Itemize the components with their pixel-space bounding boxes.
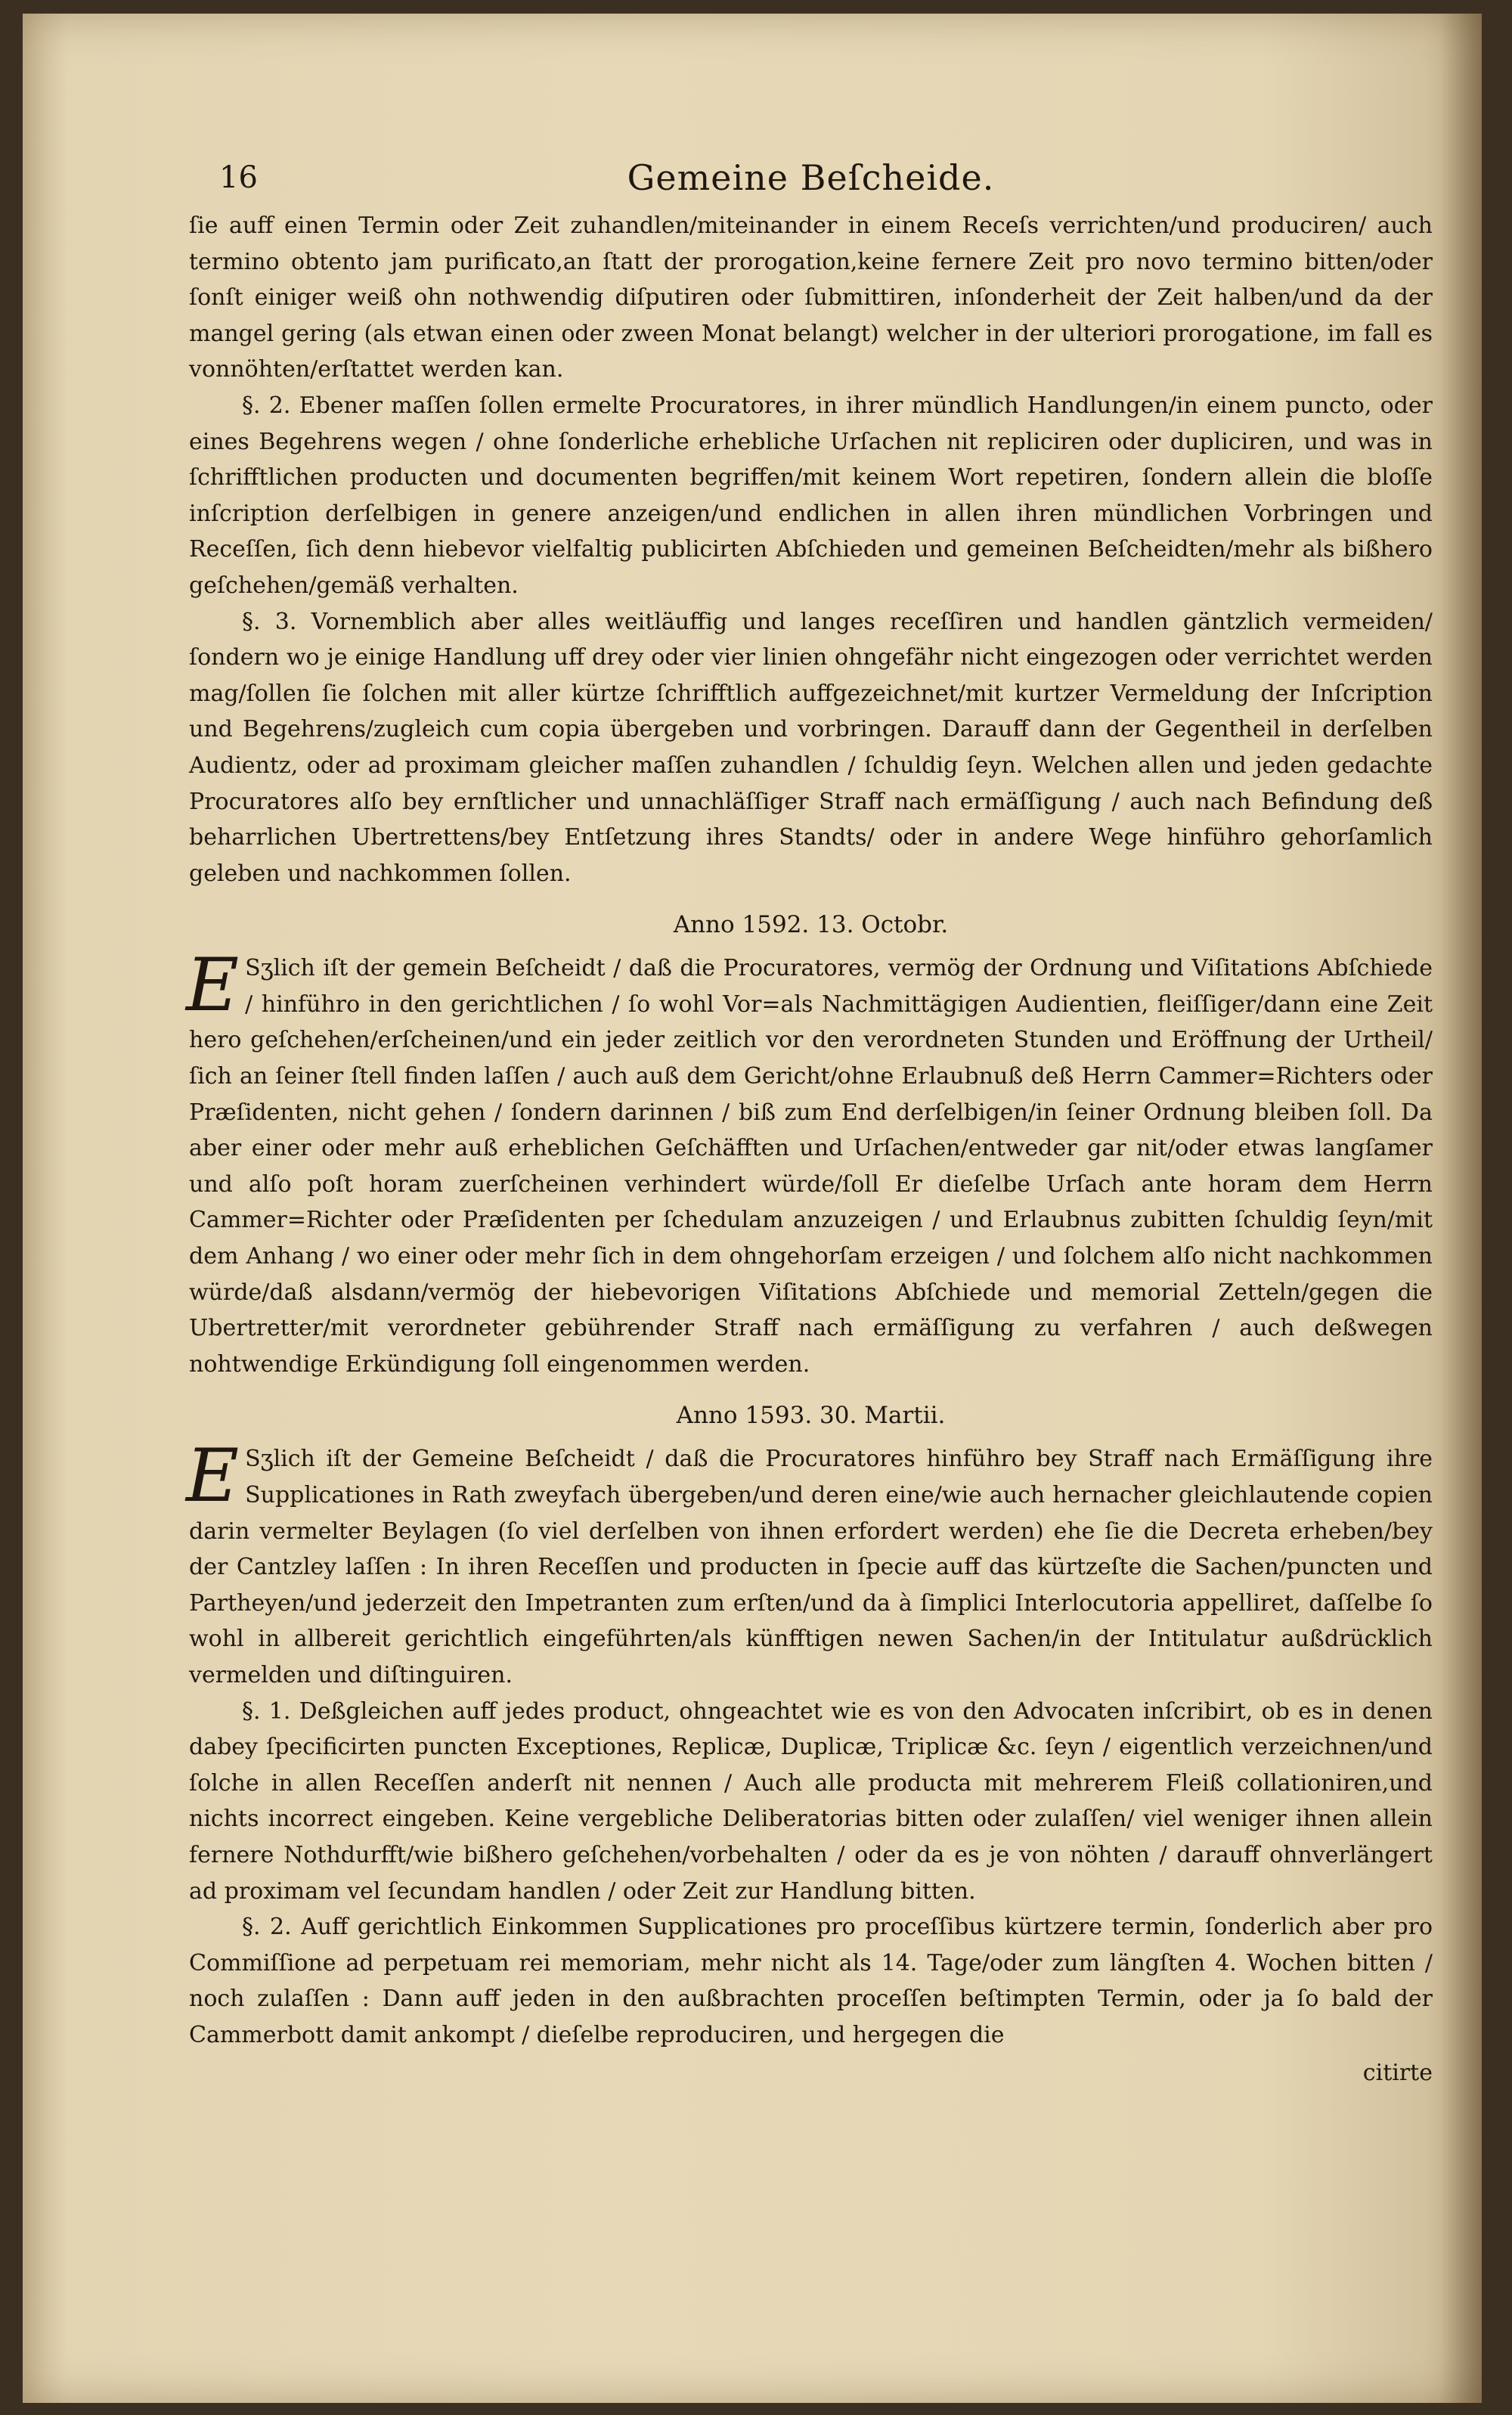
paragraph-continuation: ſie auff einen Termin oder Zeit zuhandlen/miteinander in einem Receſs verrichten/und produciren/ auch termino obtento jam purificato,an ſtatt der prorogation,keine fernere Zeit pro novo termino bitten/oder ſonſt einiger weiß ohn nothwendig diſputiren oder ſubmittiren, inſonderheit der Zeit halben/und da der mangel gering (als etwan einen oder zween Monat belangt) welcher in der ulteriori prorogatione, im fall es vonnöhten/erſtattet werden kan. [189,212,1433,383]
page-header [189,155,1433,208]
page-number: 16 [219,160,258,195]
drop-cap-initial: E [186,943,240,1028]
date-heading-1593: Anno 1593. 30. Martii. [676,1402,946,1430]
date-heading-1592: Anno 1592. 13. Octobr. [673,911,949,939]
paragraph-1592-text: Sʒlich iſt der gemein Beſcheidt / daß die Procuratores, vermög der Ordnung und Viſitations Abſchiede / hinführo in den gerichtlichen / ſo wohl Vor=als Nachmittägigen Audientien, fleiſſiger/dann eine Zeit hero geſchehen/erſcheinen/und ein jeder zeitlich vor den verordneten Stunden und Eröffnung der Urtheil/ſich an ſeiner ſtell finden laſſen / auch auß dem Gericht/ohne Erlaubnuß deß Herrn Cammer=Richters oder Præſidenten, nicht gehen / ſondern darinnen / biß zum End derſelbigen/in ſeiner Ordnung bleiben ſoll. Da aber einer oder mehr auß erheblichen Geſchäfften und Urſachen/entweder gar nit/oder etwas langſamer und alſo poſt horam zuerſcheinen verhindert würde/ſoll Er dieſelbe Urſach ante horam dem Herrn Cammer=Richter oder Præſidenten per ſchedulam anzuzeigen / und Erlaubnus zubitten ſchuldig ſeyn/mit dem Anhang / wo einer oder mehr ſich in dem ohngehorſam erzeigen / und ſolchem alſo nicht nachkommen würde/daß alsdann/vermög der hiebevorigen Viſitations Abſchiede und memorial Zetteln/gegen die Ubertretter/mit verordneter gebührender Straff nach ermäſſigung zu verfahren / auch deßwegen nohtwendige Erkündigung ſoll eingenommen werden. [189,955,1433,1378]
page-edge-shadow [1440,14,1482,2403]
running-title: Gemeine Beſcheide. [627,157,995,198]
drop-cap-initial: E [186,1434,240,1519]
paragraph-1593-section-2: §. 2. Auff gerichtlich Einkommen Supplicationes pro proceſſibus kürtzere termin, ſonderlich aber pro Commiſſione ad perpetuam rei memoriam, mehr nicht als 14. Tage/oder zum längſten 4. Wochen bitten / noch zulaſſen : Dann auff jeden in den außbrachten proceſſen beſtimpten Termin, oder ja ſo bald der Cammerbott damit ankompt / dieſelbe reproduciren, und hergegen die [189,1914,1433,2048]
paragraph-1593-section-1: §. 1. Deßgleichen auff jedes product, ohngeachtet wie es von den Advocaten inſcribirt, ob es in denen dabey ſpecificirten puncten Exceptiones, Replicæ, Duplicæ, Triplicæ &c. ſeyn / eigentlich verzeichnen/und ſolche in allen Receſſen anderſt nit nennen / Auch alle producta mit mehrerem Fleiß collationiren,und nichts incorrect eingeben. Keine vergebliche Deliberatorias bitten oder zulaſſen/ viel weniger ihnen allein fernere Nothdurfft/wie bißhero geſchehen/vorbehalten / oder da es je von nöhten / darauff ohnverlängert ad proximam vel ſecundam handlen / oder Zeit zur Handlung bitten. [189,1697,1433,1905]
paragraph-1592-decree [186,943,1433,1382]
page-content [186,155,1433,2091]
paragraph-1593-text: Sʒlich iſt der Gemeine Beſcheidt / daß die Procuratores hinführo bey Straff nach Ermäſſigung ihre Supplicationes in Rath zweyfach übergeben/und deren eine/wie auch hernacher gleichlautende copien darin vermelter Beylagen (ſo viel derſelben von ihnen erfordert werden) ehe ſie die Decreta erheben/bey der Cantzley laſſen : In ihren Receſſen und producten in ſpecie auff das kürtzeſte die Sachen/puncten und Partheyen/und jederzeit den Impetranten zum erſten/und da à ſimplici Interlocutoria appelliret, daſſelbe ſo wohl in allbereit gerichtlich eingeführten/als künfftigen newen Sachen/in der Intitulatur außdrücklich vermelden und diſtinguiren. [189,1446,1433,1688]
paragraph-section-2: §. 2. Ebener maſſen ſollen ermelte Procuratores, in ihrer mündlich Handlungen/in einem puncto, oder eines Begehrens wegen / ohne ſonderliche erhebliche Urſachen nit repliciren oder dupliciren, und was in ſchrifftlichen producten und documenten begriffen/mit keinem Wort repetiren, ſondern allein die bloſſe inſcription derſelbigen in genere anzeigen/und endlichen in allen ihren mündlichen Vorbringen und Receſſen, ſich denn hiebevor vielfaltig publicirten Abſchieden und gemeinen Beſcheidten/mehr als bißhero geſchehen/gemäß verhalten. [189,392,1433,599]
catchword: citirte [1362,2059,1433,2086]
paragraph-section-3: §. 3. Vornemblich aber alles weitläuffig und langes receſſiren und handlen gäntzlich vermeiden/ſondern wo je einige Handlung uff drey oder vier linien ohngefähr nicht eingezogen oder verrichtet werden mag/ſollen ſie ſolchen mit aller kürtze ſchrifftlich auffgezeichnet/mit kurtzer Vermeldung der Inſcription und Begehrens/zugleich cum copia übergeben und vorbringen. Darauff dann der Gegentheil in derſelben Audientz, oder ad proximam gleicher maſſen zuhandlen / ſchuldig ſeyn. Welchen allen und jeden gedachte Procuratores alſo bey ernſtlicher und unnachläſſiger Straff nach ermäſſigung / auch nach Befindung deß beharrlichen Ubertrettens/bey Entſetzung ihres Standts/ oder in andere Wege hinführo gehorſamlich geleben und nachkommen ſollen. [189,608,1433,887]
paragraph-1593-decree [186,1434,1433,1693]
